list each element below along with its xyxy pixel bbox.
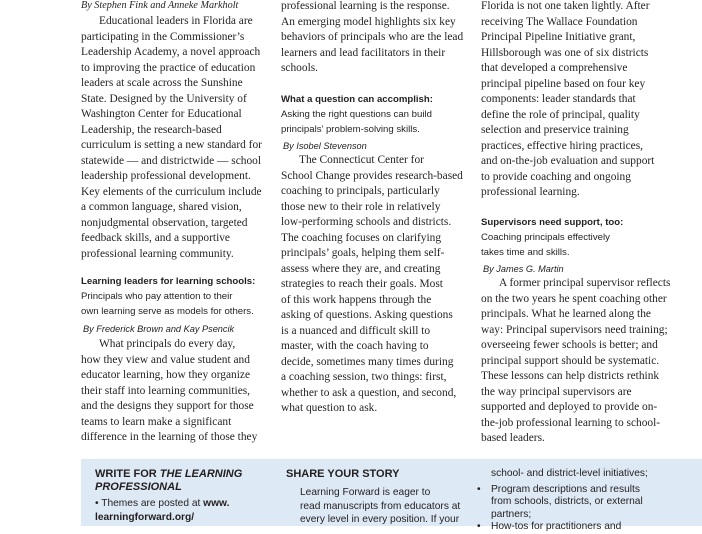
text-line: low-performing schools and districts. bbox=[281, 216, 452, 228]
share-your-story-box bbox=[286, 468, 466, 527]
text-line: every level in every position. If your bbox=[300, 514, 460, 525]
article2-paragraph bbox=[81, 337, 281, 446]
list-item-line: Program descriptions and results bbox=[491, 483, 640, 495]
text-line: educator learning, how they organize bbox=[81, 369, 251, 381]
article1-byline: By Stephen Fink and Anneke Markholt bbox=[81, 0, 239, 11]
text-line: participating in the Commissioner’s bbox=[81, 30, 245, 43]
submission-list bbox=[475, 484, 690, 534]
text-line: a common language, shared vision, bbox=[81, 201, 242, 213]
text-line: to provide coaching and ongoing bbox=[481, 170, 631, 183]
text-line: that developed a comprehensive bbox=[481, 62, 628, 74]
article4-byline: By James G. Martin bbox=[483, 264, 564, 274]
article-continuation bbox=[481, 0, 681, 201]
article3-byline: By Isobel Stevenson bbox=[283, 141, 367, 151]
text-line: Asking the right questions can build bbox=[281, 109, 432, 120]
text-line: Hillsborough was one of six districts bbox=[481, 46, 649, 59]
text-line: Principals who pay attention to their bbox=[81, 291, 233, 302]
text-line: own learning serve as models for others. bbox=[81, 305, 254, 317]
text-line: assess where they are, and creating bbox=[281, 262, 441, 275]
text-line: on the two years he spent coaching other bbox=[481, 292, 667, 305]
text-line: Coaching principals effectively bbox=[481, 232, 610, 243]
text-line: feedback skills, and a supportive bbox=[81, 232, 230, 244]
write-for-themes bbox=[95, 497, 270, 524]
text-line: decide, sometimes many times during bbox=[281, 355, 454, 368]
text-line: statewide — and districtwide — school bbox=[81, 154, 261, 167]
text-line: What principals do every day, bbox=[99, 338, 236, 350]
text-line: what question to ask. bbox=[281, 402, 378, 414]
share-your-story-heading: SHARE YOUR STORY bbox=[286, 468, 400, 480]
text-line: The coaching focuses on clarifying bbox=[281, 231, 442, 244]
write-for-heading-italic: THE LEARNING PROFESSIONAL bbox=[95, 468, 243, 493]
text-line: learners and lead facilitators in their bbox=[281, 46, 446, 59]
article4-paragraph bbox=[481, 276, 681, 447]
text-line: Educational leaders in Florida are bbox=[99, 15, 253, 27]
article2-headline: Learning leaders for learning schools: bbox=[81, 276, 256, 287]
themes-link-part1[interactable]: www. bbox=[203, 498, 230, 509]
text-line: to improving the practice of education bbox=[81, 61, 256, 74]
text-line: professional learning is the response. bbox=[281, 0, 450, 12]
text-line: strategies to reach their goals. Most bbox=[281, 278, 443, 290]
text-line: components: leader standards that bbox=[481, 93, 636, 105]
text-line: takes time and skills. bbox=[481, 246, 570, 258]
text-line: behaviors of principals who are the lead bbox=[281, 31, 464, 43]
article2-byline: By Frederick Brown and Kay Psencik bbox=[83, 324, 235, 334]
article4-headline: Supervisors need support, too: bbox=[481, 217, 624, 228]
submission-list-box bbox=[475, 468, 690, 534]
text-line: the-job professional learning to school- bbox=[481, 416, 661, 429]
list-item bbox=[475, 484, 690, 522]
text-line: A former principal supervisor reflects bbox=[499, 277, 671, 289]
text-line: principals. What he learned along the bbox=[481, 308, 651, 320]
text-line: These lessons can help districts rethink bbox=[481, 370, 660, 382]
list-continuation: school- and district-level initiatives; bbox=[491, 468, 648, 479]
text-line: is a nuanced and difficult skill to bbox=[281, 324, 431, 337]
write-for-box bbox=[95, 468, 270, 524]
text-line: schools. bbox=[281, 62, 319, 74]
list-item bbox=[475, 521, 690, 534]
text-line: way: Principal supervisors need training; bbox=[481, 323, 668, 336]
write-for-heading bbox=[95, 468, 270, 494]
article-continuation bbox=[281, 0, 481, 77]
text-line: their staff into learning communities, bbox=[81, 384, 251, 397]
text-line: School Change provides research-based bbox=[281, 169, 463, 182]
text-line: principals’ goals, helping them self- bbox=[281, 247, 445, 259]
article3-headline: What a question can accomplish: bbox=[281, 94, 433, 105]
bullet-icon: • bbox=[477, 521, 481, 532]
text-line: principal pipeline based on four key bbox=[481, 77, 646, 90]
text-line: asking of questions. Asking questions bbox=[281, 309, 453, 321]
text-line: read manuscripts from educators at bbox=[300, 500, 461, 512]
text-line: the way principal supervisors are bbox=[481, 385, 632, 398]
text-line: Leadership Academy, a novel approach bbox=[81, 46, 261, 58]
text-line: Florida is not one taken lightly. After bbox=[481, 0, 650, 12]
text-line: whether to ask a question, and second, bbox=[281, 386, 457, 399]
themes-link-part2[interactable]: learningforward.org/ bbox=[95, 511, 195, 523]
text-line: overseeing fewer schools is better; and bbox=[481, 339, 658, 351]
text-line: based leaders. bbox=[481, 432, 545, 444]
text-line: Leadership, the research-based bbox=[81, 123, 222, 136]
article2-body bbox=[81, 337, 281, 446]
text-line: and on-the-job evaluation and support bbox=[481, 155, 655, 167]
text-line: difference in the learning of those they bbox=[81, 431, 258, 443]
text-line: principal support should be systematic. bbox=[481, 354, 660, 367]
text-line: and the designs they support for those bbox=[81, 400, 254, 412]
article4-body bbox=[481, 276, 681, 447]
text-line: Key elements of the curriculum include bbox=[81, 185, 262, 198]
write-for-heading-plain: WRITE FOR bbox=[95, 468, 160, 480]
text-line: leadership professional development. bbox=[81, 170, 251, 182]
article4-dek bbox=[481, 231, 681, 260]
text-line: receiving The Wallace Foundation bbox=[481, 15, 638, 28]
text-line: define the role of principal, quality bbox=[481, 108, 640, 121]
article2-dek bbox=[81, 290, 281, 319]
text-line: of this work happens through the bbox=[281, 293, 432, 306]
text-line: professional learning community. bbox=[81, 247, 234, 260]
list-item-line: partners; bbox=[491, 508, 532, 520]
text-line: curriculum is setting a new standard for bbox=[81, 139, 262, 151]
text-line: leaders at scale across the Sunshine bbox=[81, 77, 243, 89]
text-line: selection and preservice training bbox=[481, 124, 629, 136]
text-line: professional learning. bbox=[481, 186, 580, 198]
text-line: a coaching session, two things: first, bbox=[281, 371, 447, 383]
text-line: practices, effective hiring practices, bbox=[481, 139, 644, 152]
text-line: An emerging model highlights six key bbox=[281, 15, 456, 28]
text-line: State. Designed by the University of bbox=[81, 92, 247, 105]
text-line: supported and deployed to provide on- bbox=[481, 401, 658, 413]
text-line: Washington Center for Educational bbox=[81, 108, 242, 120]
write-for-themes-text: Themes are posted at bbox=[101, 498, 204, 509]
text-line: Learning Forward is eager to bbox=[300, 487, 431, 498]
article3-dek bbox=[281, 108, 481, 137]
submissions-band bbox=[81, 459, 702, 532]
bullet-icon: • bbox=[95, 498, 99, 509]
article3-body bbox=[281, 153, 481, 417]
article3-paragraph bbox=[281, 153, 481, 417]
list-item-line: from schools, districts, or external bbox=[491, 496, 643, 507]
bullet-icon: • bbox=[477, 483, 481, 495]
share-your-story-text bbox=[286, 486, 466, 527]
text-line: how they view and value student and bbox=[81, 353, 250, 366]
article1-paragraph bbox=[81, 14, 281, 262]
article1-body bbox=[81, 14, 281, 262]
list-item-line: How-tos for practitioners and bbox=[491, 521, 622, 532]
text-line: The Connecticut Center for bbox=[299, 154, 424, 166]
text-line: coaching to principals, particularly bbox=[281, 185, 440, 197]
text-line: principals’ problem-solving skills. bbox=[281, 123, 420, 135]
text-line: teams to learn make a significant bbox=[81, 415, 232, 428]
text-line: master, with the coach having to bbox=[281, 340, 429, 352]
text-line: those new to their role in relatively bbox=[281, 200, 441, 213]
text-line: nonjudgmental observation, targeted bbox=[81, 216, 248, 229]
text-line: Principal Pipeline Initiative grant, bbox=[481, 31, 636, 43]
